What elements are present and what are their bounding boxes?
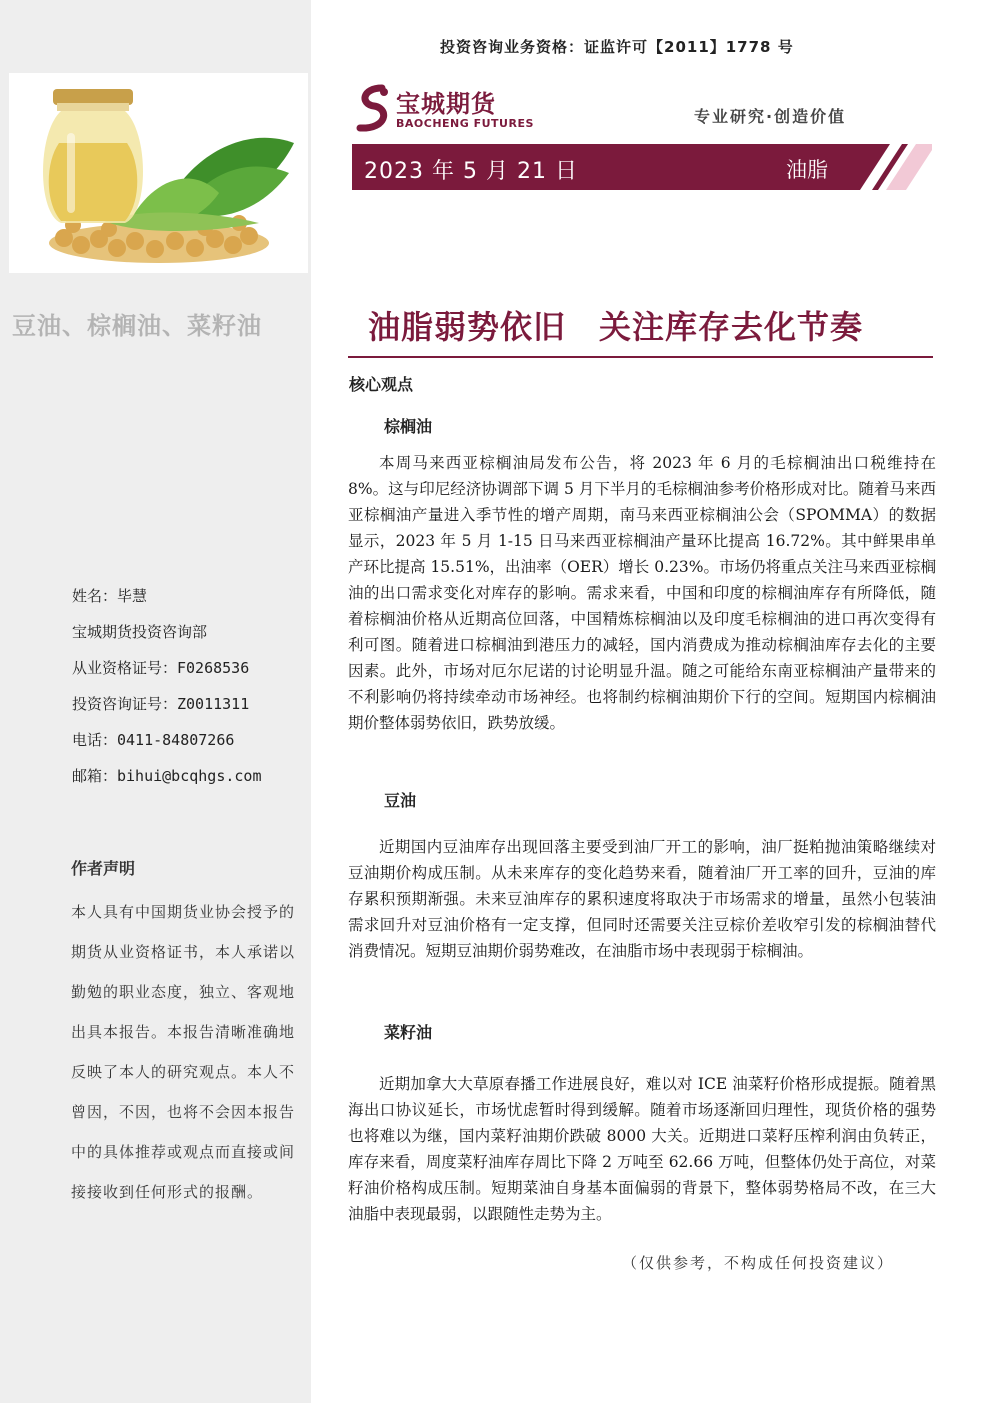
section-body-rapeseed-oil: 近期加拿大大草原春播工作进展良好，难以对 ICE 油菜籽价格形成提振。随着黑海出口协议延长，市场忧虑暂时得到缓解。随着市场逐渐回归理性，现货价格的强势也将难以为继，国内菜籽油期价跌破 8000 大关。近期进口菜籽压榨利润由负转正，库存来看，周度菜籽油库存周比下降 2 万吨至 62.66 万吨，但整体仍处于高位，对菜籽油价格构成压制。短期菜油自身基本面偏弱的背景下，整体弱势格局不改，在三大油脂中表现最弱，以跟随性走势为主。 bbox=[348, 1075, 936, 1223]
section-body-soybean-oil: 近期国内豆油库存出现回落主要受到油厂开工的影响，油厂挺粕抛油策略继续对豆油期价构成压制。从未来库存的变化趋势来看，随着油厂开工率的回升，豆油的库存累积预期渐强。未来豆油库存的累积速度将取决于市场需求的增量，虽然小包装油需求回升对豆油价格有一定支撑，但同时还需要关注豆棕价差收窄引发的棕榈油替代消费情况。短期豆油期价弱势难改，在油脂市场中表现弱于棕榈油。 bbox=[348, 838, 936, 960]
section-heading-palm-oil: 棕榈油 bbox=[384, 417, 433, 436]
section-heading-rapeseed-oil: 菜籽油 bbox=[384, 1023, 433, 1042]
oil-jar-soybean-image bbox=[9, 73, 308, 273]
report-sector: 油脂 bbox=[786, 158, 828, 182]
logo-english-name: BAOCHENG FUTURES bbox=[396, 117, 534, 130]
author-department: 宝城期货投资咨询部 bbox=[72, 623, 208, 641]
license-text: 投资咨询业务资格：证监许可【2011】1778 号 bbox=[440, 38, 794, 56]
title-divider bbox=[348, 356, 933, 358]
logo-chinese-name: 宝城期货 bbox=[396, 90, 496, 118]
author-name: 姓名：毕慧 bbox=[72, 587, 148, 605]
author-phone: 电话：0411-84807266 bbox=[72, 731, 235, 749]
slogan: 专业研究·创造价值 bbox=[694, 107, 847, 126]
report-title: 油脂弱势依旧 关注库存去化节奏 bbox=[368, 308, 864, 346]
sidebar bbox=[0, 0, 311, 1403]
section-body-palm-oil: 本周马来西亚棕榈油局发布公告，将 2023 年 6 月的毛棕榈油出口税维持在 8%。这与印尼经济协调部下调 5 月下半月的毛棕榈油参考价格形成对比。随着马来西亚棕榈油产量进入季节性的增产周期，南马来西亚棕榈油公会（SPOMMA）的数据显示，2023 年 5 月 1-15 日马来西亚棕榈油产量环比提高 16.72%。其中鲜果串单产环比提高 15.51%，出油率（OER）增长 0.23%。市场仍将重点关注马来西亚棕榈油的出口需求变化对库存的影响。需求来看，中国和印度的棕榈油库存有所降低，随着棕榈油价格从近期高位回落，中国精炼棕榈油以及印度毛棕榈油的进口再次变得有利可图。随着进口棕榈油到港压力的减轻，国内消费成为推动棕榈油库存去化的主要因素。此外，市场对厄尔尼诺的讨论明显升温。随之可能给东南亚棕榈油产量带来的不利影响仍将持续牵动市场神经。也将制约棕榈油期价下行的空间。短期国内棕榈油期价整体弱势依旧，跌势放缓。 bbox=[348, 454, 936, 732]
author-consulting-id: 投资咨询证号：Z0011311 bbox=[72, 695, 250, 713]
disclaimer: （仅供参考，不构成任何投资建议） bbox=[622, 1254, 895, 1272]
core-viewpoint-label: 核心观点 bbox=[349, 375, 414, 394]
section-heading-soybean-oil: 豆油 bbox=[384, 791, 417, 810]
logo-mark-icon bbox=[354, 84, 394, 132]
declaration-heading: 作者声明 bbox=[71, 859, 136, 878]
oil-jar-illustration bbox=[9, 73, 308, 273]
author-qualification-id: 从业资格证号：F0268536 bbox=[72, 659, 250, 677]
declaration-body: 本人具有中国期货业协会授予的期货从业资格证书，本人承诺以勤勉的职业态度，独立、客观地出具本报告。本报告清晰准确地反映了本人的研究观点。本人不曾因，不因，也将不会因本报告中的具体推荐或观点而直接或间接接收到任何形式的报酬。 bbox=[71, 903, 296, 1201]
report-date: 2023 年 5 月 21 日 bbox=[364, 159, 578, 184]
company-logo bbox=[354, 84, 534, 134]
author-email: 邮箱：bihui@bcqhgs.com bbox=[72, 767, 262, 785]
category-title: 豆油、棕榈油、菜籽油 bbox=[12, 312, 262, 340]
author-info bbox=[72, 584, 262, 800]
